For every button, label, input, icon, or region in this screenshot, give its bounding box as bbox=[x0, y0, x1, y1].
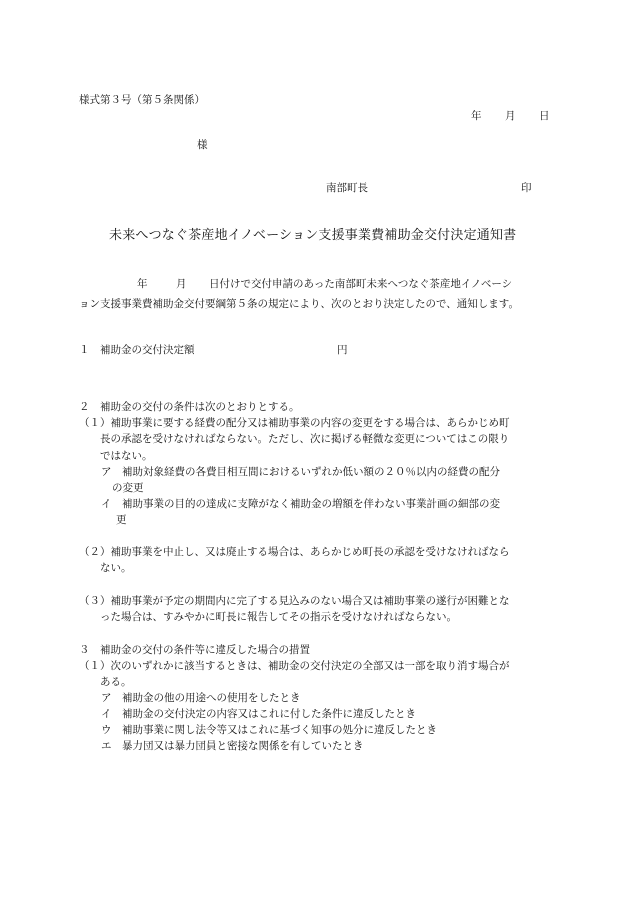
section2-heading: ２ 補助金の交付の条件は次のとおりとする。 bbox=[79, 401, 300, 413]
section3-heading: ３ 補助金の交付の条件等に違反した場合の措置 bbox=[79, 644, 310, 656]
section3-sub-i: イ 補助金の交付決定の内容又はこれに付した条件に違反したとき bbox=[101, 708, 416, 720]
intro-line-2: ョン支援事業費補助金交付要綱第５条の規定により、次のとおり決定したので、通知します。 bbox=[79, 298, 519, 310]
addressee-suffix: 様 bbox=[197, 139, 208, 151]
section2-item2-line2: ない。 bbox=[100, 562, 132, 574]
intro-line-1: 日付けで交付申請のあった南部町未来へつなぐ茶産地イノベーシ bbox=[209, 278, 513, 290]
section2-item1-line1: （１）補助事業に要する経費の配分又は補助事業の内容の変更をする場合は、あらかじめ町 bbox=[79, 417, 510, 429]
section2-item1-line2: 長の承認を受けなければならない。ただし、次に掲げる軽微な変更についてはこの限り bbox=[100, 433, 510, 445]
section3-item1-line1: （１）次のいずれかに該当するときは、補助金の交付決定の全部又は一部を取り消す場合が bbox=[79, 660, 510, 672]
section2-item3-line2: った場合は、すみやかに町長に報告してその指示を受けなければならない。 bbox=[100, 611, 457, 623]
intro-year-label: 年 bbox=[137, 278, 148, 290]
document-title: 未来へつなぐ茶産地イノベーション支援事業費補助金交付決定通知書 bbox=[109, 228, 517, 243]
section3-item1-line2: ある。 bbox=[100, 676, 132, 688]
section2-item1-sub-i-line1: イ 補助事業の目的の達成に支障がなく補助金の増額を伴わない事業計画の細部の変 bbox=[101, 498, 500, 510]
section3-sub-a: ア 補助金の他の用途への使用をしたとき bbox=[101, 692, 301, 704]
amount-unit: 円 bbox=[337, 344, 348, 356]
section2-item1-sub-a-line2: の変更 bbox=[112, 482, 144, 494]
section3-sub-e: エ 暴力団又は暴力団員と密接な関係を有していたとき bbox=[101, 740, 364, 752]
section2-item1-line3: ではない。 bbox=[100, 450, 153, 462]
date-month-label: 月 bbox=[505, 110, 516, 122]
date-year-label: 年 bbox=[471, 110, 482, 122]
intro-month-label: 月 bbox=[176, 278, 187, 290]
section2-item3-line1: （３）補助事業が予定の期間内に完了する見込みのない場合又は補助事業の遂行が困難とな bbox=[79, 595, 510, 607]
section1-heading: １ 補助金の交付決定額 bbox=[79, 344, 195, 356]
date-day-label: 日 bbox=[539, 110, 550, 122]
issuer-name: 南部町長 bbox=[326, 182, 368, 194]
section2-item1-sub-a-line1: ア 補助対象経費の各費目相互間におけるいずれか低い額の２０％以内の経費の配分 bbox=[101, 466, 500, 478]
seal-mark: 印 bbox=[521, 182, 532, 194]
section2-item1-sub-i-line2: 更 bbox=[116, 514, 127, 526]
section3-sub-u: ウ 補助事業に関し法令等又はこれに基づく知事の処分に違反したとき bbox=[101, 724, 437, 736]
form-number: 様式第３号（第５条関係） bbox=[79, 94, 205, 106]
section2-item2-line1: （２）補助事業を中止し、又は廃止する場合は、あらかじめ町長の承認を受けなければなら bbox=[79, 546, 510, 558]
